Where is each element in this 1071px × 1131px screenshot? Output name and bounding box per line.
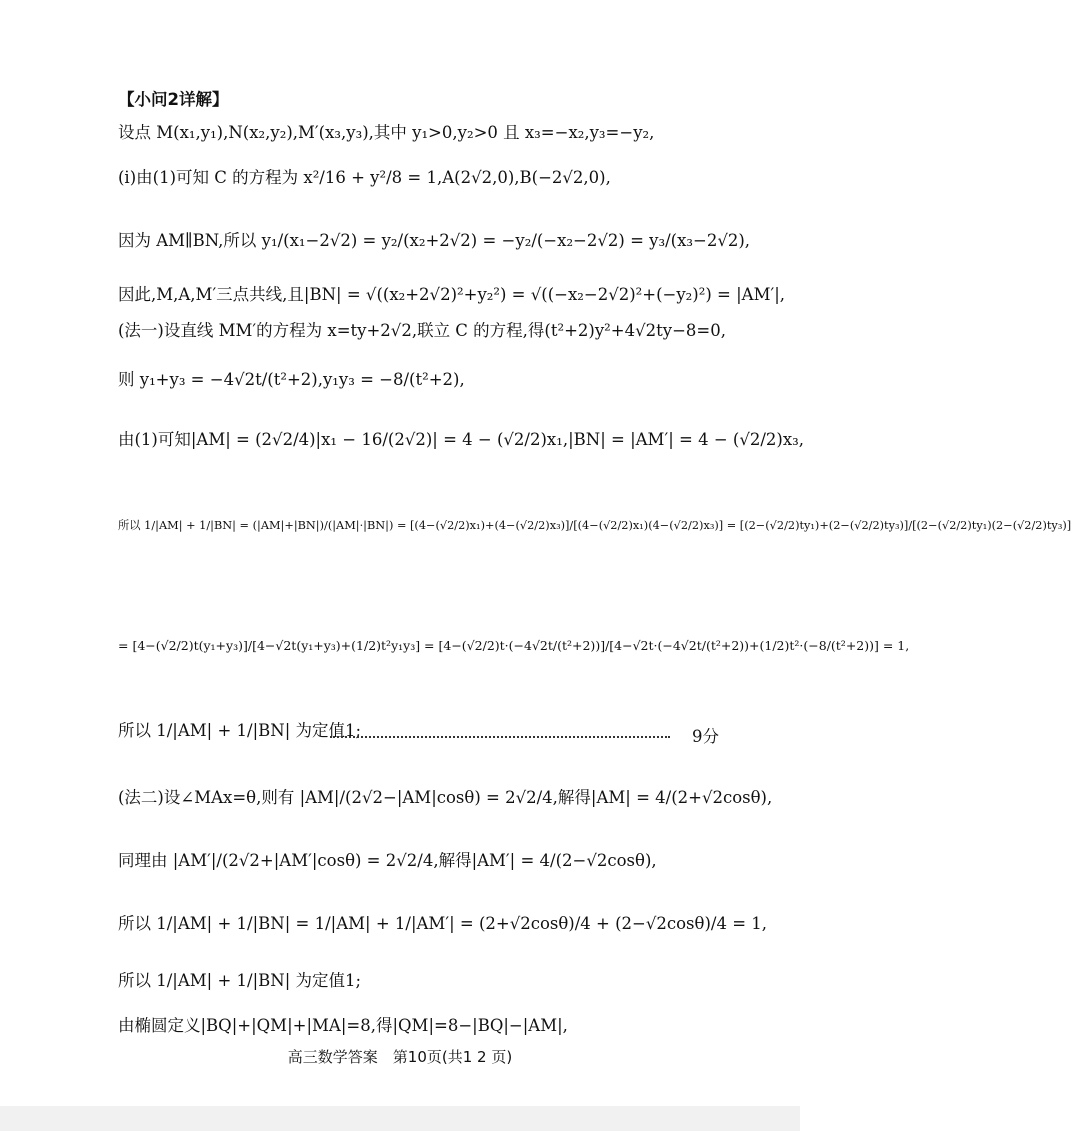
line-ellipse-definition: 由椭圆定义|BQ|+|QM|+|MA|=8,得|QM|=8−|BQ|−|AM|, [118, 1016, 568, 1035]
line-points: 设点 M(x₁,y₁),N(x₂,y₂),M′(x₃,y₃),其中 y₁>0,y₂>0 且 x₃=−x₂,y₃=−y₂, [118, 123, 655, 142]
score-leader-dots [330, 736, 670, 738]
scan-bottom-edge [0, 1106, 800, 1131]
line-method-two: (法二)设∠MAx=θ,则有 |AM|/(2√2−|AM|cosθ) = 2√2/4,解得|AM| = 4/(2+√2cosθ), [118, 788, 773, 807]
line-similarly: 同理由 |AM′|/(2√2+|AM′|cosθ) = 2√2/4,解得|AM′| = 4/(2−√2cosθ), [118, 851, 657, 870]
line-substitution-result: = [4−(√2/2)t(y₁+y₃)]/[4−√2t(y₁+y₃)+(1/2)t²y₁y₃] = [4−(√2/2)t·(−4√2t/(t²+2))]/[4−√2t·(−4√2t/(t²+2))+(1/2)t²·(−8/(t²+2))] = 1, [118, 638, 910, 653]
line-focal-distance: 由(1)可知|AM| = (2√2/4)|x₁ − 16/(2√2)| = 4 − (√2/2)x₁,|BN| = |AM′| = 4 − (√2/2)x₃, [118, 430, 804, 449]
line-parallel-ratio: 因为 AM∥BN,所以 y₁/(x₁−2√2) = y₂/(x₂+2√2) = −y₂/(−x₂−2√2) = y₃/(x₃−2√2), [118, 231, 751, 250]
section-heading: 【小问2详解】 [118, 90, 229, 109]
line-vieta: 则 y₁+y₃ = −4√2t/(t²+2),y₁y₃ = −8/(t²+2), [118, 370, 465, 389]
line-collinear: 因此,M,A,M′三点共线,且|BN| = √((x₂+2√2)²+y₂²) = √((−x₂−2√2)²+(−y₂)²) = |AM′|, [118, 285, 786, 304]
page-footer: 高三数学答案 第10页(共1 2 页) [287, 1048, 513, 1066]
line-constant-value-2: 所以 1/|AM| + 1/|BN| 为定值1; [118, 971, 362, 990]
line-sum-equals-one: 所以 1/|AM| + 1/|BN| = 1/|AM| + 1/|AM′| = (2+√2cosθ)/4 + (2−√2cosθ)/4 = 1, [118, 914, 768, 933]
line-constant-value-1: 所以 1/|AM| + 1/|BN| 为定值1; [118, 721, 362, 740]
line-method-one: (法一)设直线 MM′的方程为 x=ty+2√2,联立 C 的方程,得(t²+2)y²+4√2ty−8=0, [118, 321, 726, 340]
line-reciprocal-sum: 所以 1/|AM| + 1/|BN| = (|AM|+|BN|)/(|AM|·|BN|) = [(4−(√2/2)x₁)+(4−(√2/2)x₃)]/[(4−(√2/2)x₁)(4−(√2/2)x₃)] = [(2−(√2/2)ty₁)+(2−(√2/2)ty₃)]/[(2−(√2/2)ty₁)(2−(√2/2)ty₃)] [118, 519, 1071, 532]
line-ellipse-equation: (ⅰ)由(1)可知 C 的方程为 x²/16 + y²/8 = 1,A(2√2,0),B(−2√2,0), [118, 168, 611, 187]
score-label: 9分 [692, 727, 719, 746]
